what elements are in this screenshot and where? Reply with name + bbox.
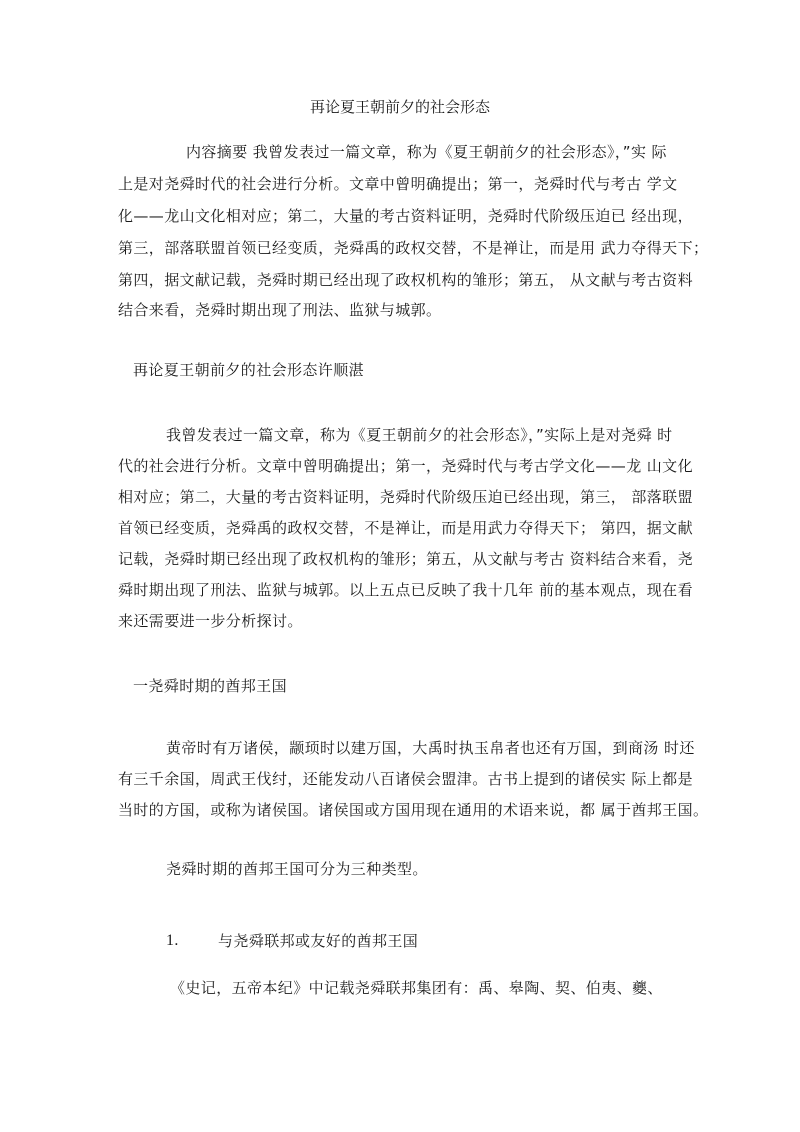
section-heading: 一尧舜时期的酋邦王国 [133,677,288,695]
document-title: 再论夏王朝前夕的社会形态 [309,98,490,116]
intro-line: 相对应；第二，大量的考古资料证明，尧舜时代阶级压迫已经出现，第三， 部落联盟 [118,488,693,506]
abstract-line: 结合来看，尧舜时期出现了刑法、监狱与城郭。 [118,301,442,319]
abstract-line: 第四，据文献记载，尧舜时期已经出现了政权机构的雏形；第五， 从文献与考古资料 [118,271,693,289]
intro-line: 我曾发表过一篇文章，称为《夏王朝前夕的社会形态》，”实际上是对尧舜 时 [166,426,673,444]
intro-line: 记载，尧舜时期已经出现了政权机构的雏形；第五，从文献与考古 资料结合来看，尧 [118,550,693,568]
subtitle: 再论夏王朝前夕的社会形态许顺湛 [133,361,365,379]
section-line: 当时的方国，或称为诸侯国。诸侯国或方国用现在通用的术语来说，都 属于酋邦王国。 [118,801,709,819]
abstract-line: 上是对尧舜时代的社会进行分析。文章中曾明确提出；第一，尧舜时代与考古 学文 [118,175,678,193]
list-item-number: 1. [166,932,179,949]
intro-line: 首领已经变质，尧舜禹的政权交替，不是禅让，而是用武力夺得天下； 第四，据文献 [118,519,693,537]
abstract-line: 内容摘要 我曾发表过一篇文章，称为《夏王朝前夕的社会形态》，”实 际 [186,143,667,161]
section-paragraph: 尧舜时期的酋邦王国可分为三种类型。 [166,860,428,878]
section-line: 有三千余国，周武王伐纣，还能发动八百诸侯会盟津。古书上提到的诸侯实 际上都是 [118,770,693,788]
section-line: 黄帝时有万诸侯，颛顼时以建万国，大禹时执玉帛者也还有万国，到商汤 时还 [166,739,695,757]
list-item-heading: 与尧舜联邦或友好的酋邦王国 [218,932,419,950]
abstract-line: 第三，部落联盟首领已经变质，尧舜禹的政权交替，不是禅让，而是用 武力夺得天下； [118,239,709,257]
abstract-line: 化——龙山文化相对应；第二，大量的考古资料证明，尧舜时代阶级压迫已 经出现， [118,207,693,225]
intro-line: 舜时期出现了刑法、监狱与城郭。以上五点已反映了我十几年 前的基本观点，现在看 [118,581,693,599]
intro-line: 来还需要进一步分析探讨。 [118,612,303,630]
body-line: 《史记，五帝本纪》中记载尧舜联邦集团有：禹、皋陶、契、伯夷、夔、 [170,979,663,997]
intro-line: 代的社会进行分析。文章中曾明确提出；第一，尧舜时代与考古学文化——龙 山文化 [118,457,693,475]
